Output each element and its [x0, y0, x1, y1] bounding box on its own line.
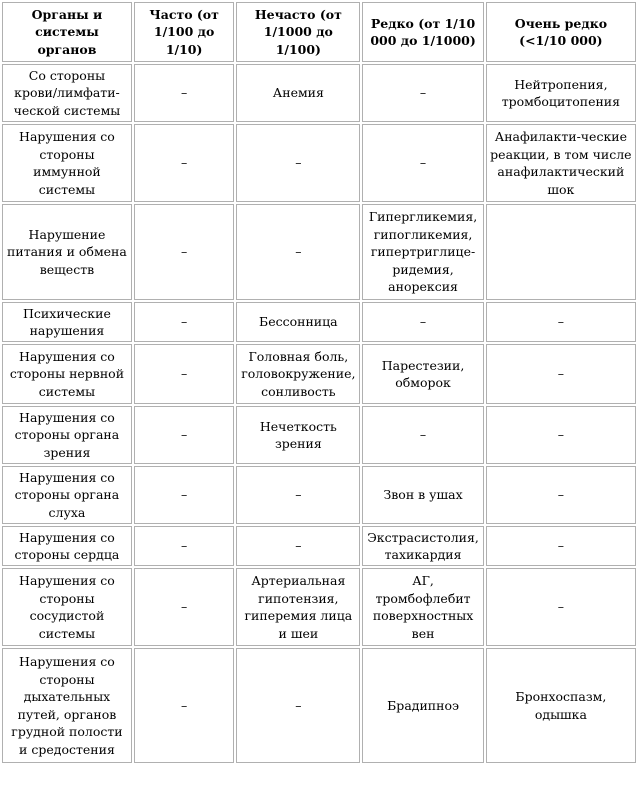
- organ-system-cell: Нарушения со стороны нервной системы: [2, 344, 132, 404]
- organ-system-cell: Нарушения со стороны сердца: [2, 526, 132, 566]
- very-rare-cell: Нейтропения, тромбоцитопения: [486, 64, 636, 122]
- frequent-cell: –: [134, 648, 234, 763]
- table-row: [2, 64, 636, 122]
- organ-system-cell: Нарушения со стороны органа слуха: [2, 466, 132, 524]
- rare-cell: –: [362, 64, 483, 122]
- very-rare-cell: –: [486, 344, 636, 404]
- frequent-cell: –: [134, 466, 234, 524]
- very-rare-cell: –: [486, 526, 636, 566]
- header-infrequent: Нечасто (от 1/1000 до 1/100): [236, 2, 360, 62]
- infrequent-cell: –: [236, 526, 360, 566]
- header-very-rare: Очень редко (<1/10 000): [486, 2, 636, 62]
- infrequent-cell: Бессонница: [236, 302, 360, 342]
- frequent-cell: –: [134, 568, 234, 646]
- very-rare-cell: Анафилакти-ческие реакции, в том числе анафилактический шок: [486, 124, 636, 202]
- very-rare-cell: –: [486, 406, 636, 464]
- header-rare: Редко (от 1/10 000 до 1/1000): [362, 2, 483, 62]
- table-row: [2, 568, 636, 646]
- header-row: [2, 2, 636, 62]
- rare-cell: –: [362, 302, 483, 342]
- frequent-cell: –: [134, 526, 234, 566]
- very-rare-cell: [486, 204, 636, 300]
- rare-cell: –: [362, 406, 483, 464]
- organ-system-cell: Нарушения со стороны дыхательных путей, органов грудной полости и средостения: [2, 648, 132, 763]
- rare-cell: АГ, тромбофлебит поверхностных вен: [362, 568, 483, 646]
- infrequent-cell: Головная боль, головокружение, сонливость: [236, 344, 360, 404]
- organ-system-cell: Психические нарушения: [2, 302, 132, 342]
- frequent-cell: –: [134, 204, 234, 300]
- infrequent-cell: –: [236, 466, 360, 524]
- organ-system-cell: Нарушения со стороны органа зрения: [2, 406, 132, 464]
- very-rare-cell: Бронхоспазм, одышка: [486, 648, 636, 763]
- organ-system-cell: Со стороны крови/лимфати-ческой системы: [2, 64, 132, 122]
- organ-system-cell: Нарушение питания и обмена веществ: [2, 204, 132, 300]
- rare-cell: Экстрасистолия, тахикардия: [362, 526, 483, 566]
- table-row: [2, 648, 636, 763]
- table-row: [2, 406, 636, 464]
- rare-cell: Звон в ушах: [362, 466, 483, 524]
- frequent-cell: –: [134, 302, 234, 342]
- header-organ-systems: Органы и системы органов: [2, 2, 132, 62]
- very-rare-cell: –: [486, 568, 636, 646]
- organ-system-cell: Нарушения со стороны сосудистой системы: [2, 568, 132, 646]
- rare-cell: Парестезии, обморок: [362, 344, 483, 404]
- header-frequent: Часто (от 1/100 до 1/10): [134, 2, 234, 62]
- table-row: [2, 302, 636, 342]
- infrequent-cell: Анемия: [236, 64, 360, 122]
- infrequent-cell: Артериальная гипотензия, гиперемия лица и шеи: [236, 568, 360, 646]
- organ-system-cell: Нарушения со стороны иммунной системы: [2, 124, 132, 202]
- table-row: [2, 344, 636, 404]
- frequent-cell: –: [134, 64, 234, 122]
- table-row: [2, 124, 636, 202]
- very-rare-cell: –: [486, 302, 636, 342]
- table-row: [2, 526, 636, 566]
- infrequent-cell: –: [236, 648, 360, 763]
- frequent-cell: –: [134, 406, 234, 464]
- infrequent-cell: –: [236, 204, 360, 300]
- infrequent-cell: Нечеткость зрения: [236, 406, 360, 464]
- very-rare-cell: –: [486, 466, 636, 524]
- table-row: [2, 204, 636, 300]
- frequent-cell: –: [134, 124, 234, 202]
- table-row: [2, 466, 636, 524]
- rare-cell: Гипергликемия, гипогликемия, гипертриглице-ридемия, анорексия: [362, 204, 483, 300]
- frequent-cell: –: [134, 344, 234, 404]
- rare-cell: –: [362, 124, 483, 202]
- infrequent-cell: –: [236, 124, 360, 202]
- rare-cell: Брадипноэ: [362, 648, 483, 763]
